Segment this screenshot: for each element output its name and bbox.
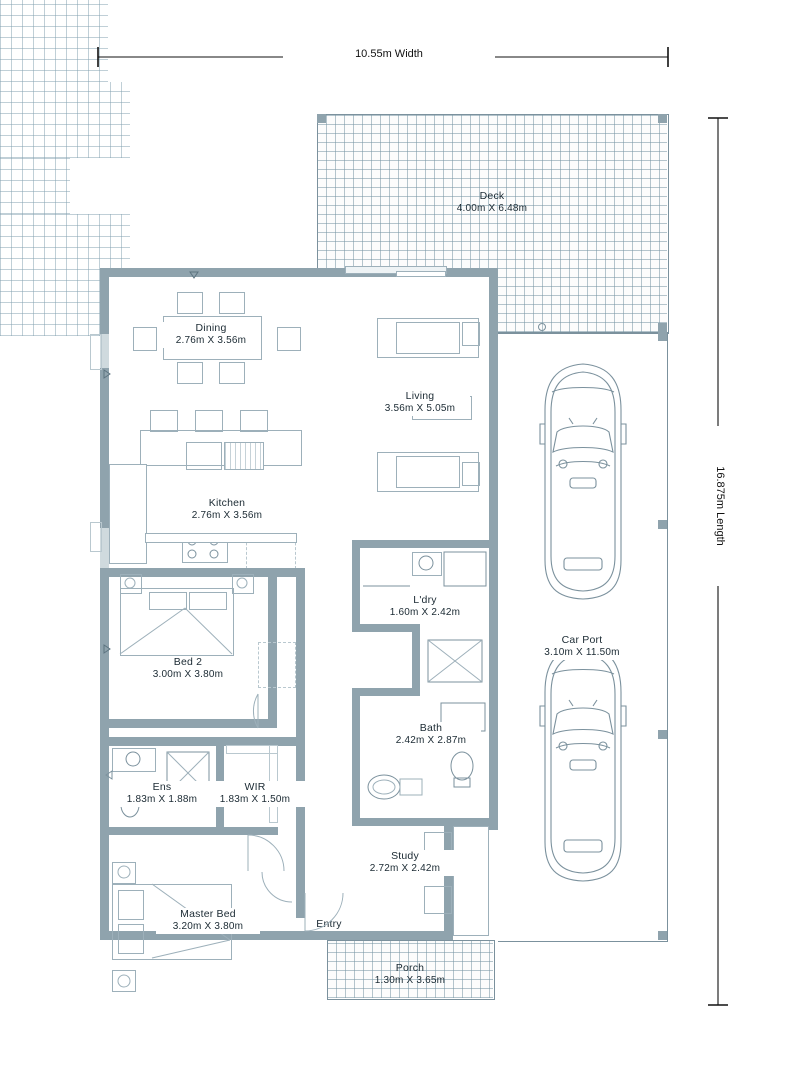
room-label-deck: Deck 4.00m X 6.48m [456,190,528,215]
room-label-entry: Entry [289,918,369,931]
room-label-wir: WIR 1.83m X 1.50m [205,781,305,807]
room-label-kitchen: Kitchen 2.76m X 3.56m [177,497,277,523]
room-label-porch: Porch 1.30m X 3.65m [374,962,446,987]
room-label-bath: Bath 2.42m X 2.87m [381,722,481,748]
width-dimension-label: 10.55m Width [283,48,495,60]
room-label-laundry: L'dry 1.60m X 2.42m [375,594,475,620]
room-label-bed2: Bed 2 3.00m X 3.80m [138,656,238,682]
room-label-dining: Dining 2.76m X 3.56m [161,322,261,348]
length-dimension-label: 16.875m Length [714,426,726,586]
room-label-living: Living 3.56m X 5.05m [370,390,470,416]
room-label-masterbed: Master Bed 3.20m X 3.80m [156,908,260,934]
room-label-study: Study 2.72m X 2.42m [355,850,455,876]
room-label-ensuite: Ens 1.83m X 1.88m [112,781,212,807]
room-label-carport: Car Port 3.10m X 11.50m [532,634,632,660]
